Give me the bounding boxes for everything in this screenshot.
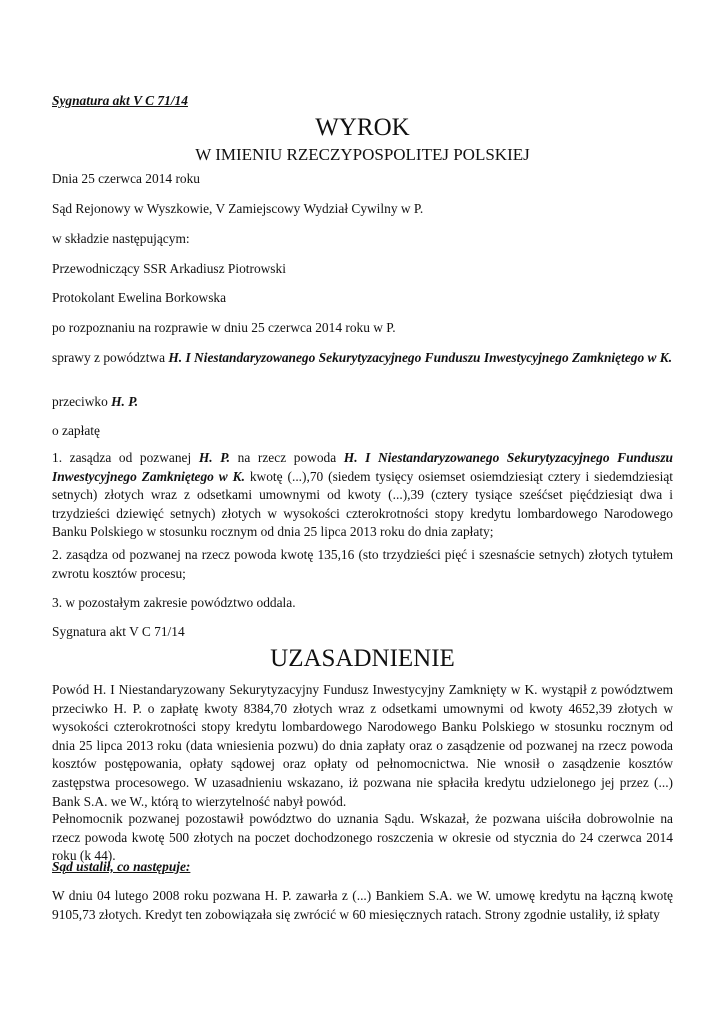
against-prefix: przeciwko — [52, 394, 112, 409]
judgment-title: WYROK — [315, 114, 410, 141]
ruling-item-1-num: 1. zasądza od pozwanej — [52, 450, 199, 465]
justification-title: UZASADNIENIE — [270, 645, 455, 672]
defendant-name: H. P. — [111, 394, 139, 409]
ruling-item-3: 3. w pozostałym zakresie powództwo oddala. — [52, 595, 296, 610]
justification-paragraph-2: Pełnomocnik pozwanej pozostawił powództwo do uznania Sądu. Wskazał, że pozwana uiściła dobrowolnie na rzecz powoda kwotę 500 złotych na poczet dochodzonego roszczenia w okresie od stycznia do 24 czerwca 2014 roku (k 44). — [52, 811, 673, 864]
case-prefix: sprawy z powództwa — [52, 350, 169, 365]
judgment-subtitle: W IMIENIU RZECZYPOSPOLITEJ POLSKIEJ — [195, 145, 530, 164]
judgment-date: Dnia 25 czerwca 2014 roku — [52, 171, 200, 186]
hearing-line: po rozpoznaniu na rozprawie w dniu 25 czerwca 2014 roku w P. — [52, 320, 396, 335]
ruling-item-1 — [52, 449, 673, 542]
justification-paragraph-1: Powód H. I Niestandaryzowany Sekurytyzacyjny Fundusz Inwestycyjny Zamknięty w K. wystąpił z powództwem przeciwko H. P. o zapłatę kwoty 8384,70 złotych wraz z odsetkami umownymi od kwoty 4652,39 złotych w wysokości czterokrotności stopy kredytu lombardowego Narodowego Banku Polskiego w stosunku rocznym od dnia 25 lipca 2013 roku (data wniesienia pozwu) do dnia zapłaty oraz o zasądzenie od pozwanej na rzecz powoda kosztów postępowania, opłaty sądowej oraz opłaty od pełnomocnictwa. Nie wnosił o zasądzenie kosztów zastępstwa procesowego. W uzasadnieniu wskazano, iż pozwana nie spłaciła kredytu udzielonego jej przez (...) Bank S.A. we W., którą to wierzytelność nabył powód. — [52, 682, 673, 809]
findings-heading: Sąd ustalił, co następuje: — [52, 859, 191, 874]
case-signature-mid: Sygnatura akt V C 71/14 — [52, 624, 185, 639]
ruling-item-1-mid: na rzecz powoda — [230, 450, 344, 465]
chair-judge: Przewodniczący SSR Arkadiusz Piotrowski — [52, 261, 286, 276]
composition-line: w składzie następującym: — [52, 231, 190, 246]
against-line — [52, 393, 673, 412]
findings-paragraph-1: W dniu 04 lutego 2008 roku pozwana H. P. zawarła z (...) Bankiem S.A. we W. umowę kredytu na łączną kwotę 9105,73 złotych. Kredyt ten zobowiązała się zwrócić w 60 miesięcznych ratach. Strony zgodnie ustaliły, iż spłaty — [52, 888, 673, 922]
case-signature-header: Sygnatura akt V C 71/14 — [52, 93, 188, 108]
court-clerk: Protokolant Ewelina Borkowska — [52, 290, 227, 305]
ruling-item-1-plaintiff: H. I Niestandaryzowanego Sekurytyzacyjnego Funduszu Inwestycyjnego Zamkniętego w K. — [52, 450, 673, 484]
case-subject: o zapłatę — [52, 423, 100, 438]
court-name: Sąd Rejonowy w Wyszkowie, V Zamiejscowy Wydział Cywilny w P. — [52, 201, 424, 216]
plaintiff-name: H. I Niestandaryzowanego Sekurytyzacyjnego Funduszu Inwestycyjnego Zamkniętego w K. — [168, 350, 673, 365]
ruling-item-1-rest: kwotę (...),70 (siedem tysięcy osiemset osiemdziesiąt cztery i siedemdziesiąt setnych) złotych wraz z odsetkami umownymi od kwoty (...),39 (cztery tysiące sześćset pięćdziesiąt dwa i trzydzieści dziewięć setnych) złotych w wysokości czterokrotności stopy kredytu lombardowego Narodowego Banku Polskiego w stosunku rocznym od dnia 25 lipca 2013 roku do dnia zapłaty; — [52, 468, 673, 540]
case-parties-paragraph — [52, 349, 673, 368]
ruling-item-1-defendant: H. P. — [198, 450, 231, 465]
ruling-item-2: 2. zasądza od pozwanej na rzecz powoda kwotę 135,16 (sto trzydzieści pięć i szesnaście setnych) złotych tytułem zwrotu kosztów procesu; — [52, 547, 673, 581]
